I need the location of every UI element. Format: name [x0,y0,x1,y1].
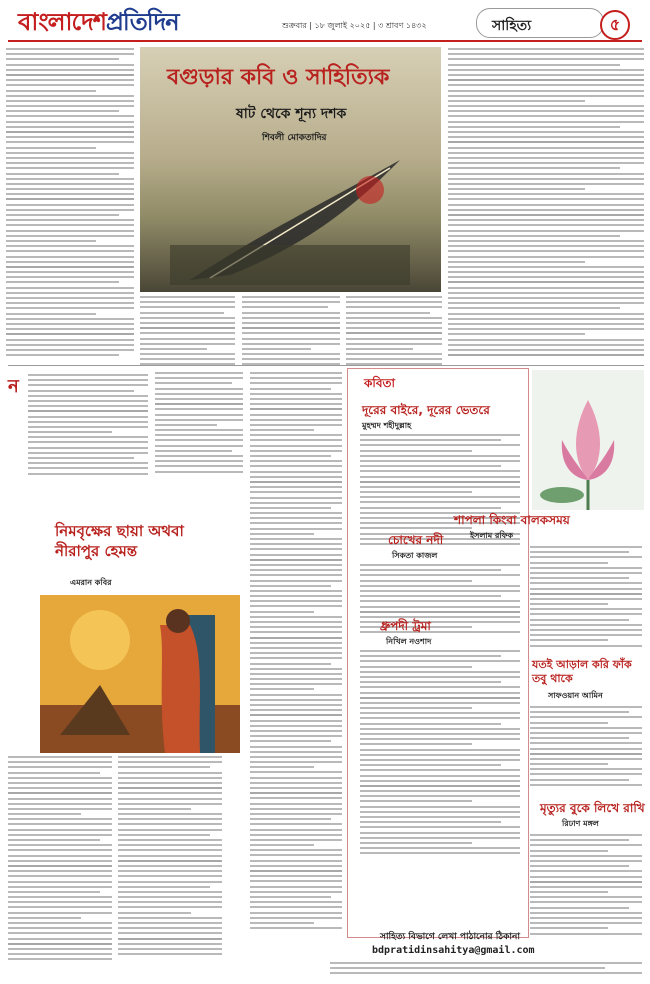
poem-body [360,650,520,858]
dateline: শুক্রবার | ১৮ জুলাই ২০২৫ | ৩ শ্রাবণ ১৪৩২ [282,21,427,30]
story-title-line2: নীরাপুর হেমন্ত [55,542,138,560]
poem-author: সিকতা কাজল [392,550,438,560]
page-number-badge: ৫ [600,10,630,40]
story-text-col1-top [28,374,148,478]
poem-body [530,546,642,650]
poem-title: চোখের নদী [388,533,444,547]
poem-title: দূরের বাইরে, দূরের ভেতরে [362,403,490,417]
poetry-label: কবিতা [364,376,395,390]
poem-body [530,706,642,789]
logo-part2: প্রতিদিন [105,8,179,36]
lead-text-col1 [140,296,235,369]
left-column-text [6,48,134,359]
lead-title: বগুড়ার কবি ও সাহিত্যিক [167,65,390,90]
story-illustration [40,595,240,753]
poem-title: ধ্রুপদী ট্রমা [380,619,431,633]
story-text-col2 [118,756,222,958]
section-label: সাহিত্য [492,18,532,34]
poem-title: শাপলা কিংবা বালকসময় [454,513,570,527]
lead-text-col3 [346,296,442,369]
poem-title: যতই আড়াল করি ফাঁক তবু থাকে [532,658,632,685]
story-title [55,521,184,561]
poem-title: মৃত্যুর বুকে লিখে রাখি [540,801,645,815]
story-dropcap: ন [8,376,19,397]
lead-author: শিবলী মোকতাদির [262,133,327,143]
right-column-text [448,48,644,359]
quill-artwork [170,150,410,285]
submission-email[interactable]: bdpratidinsahitya@gmail.com [372,945,535,956]
footer-fineprint [330,962,642,978]
lotus-artwork [532,370,644,510]
story-text-col3 [250,372,342,932]
lead-subtitle: ষাট থেকে শূন্য দশক [236,106,347,122]
story-text-col1 [8,756,112,964]
poem-author: রিঢাণ মঙ্গল [562,818,599,828]
logo-part1: বাংলাদেশ [18,8,106,36]
masthead-rule [8,40,642,42]
poem-author: মুহম্মদ শহীদুল্লাহ [362,420,412,430]
story-text-col2-top [155,372,243,476]
section-divider [8,365,644,366]
poem-author: নিখিল নওশাদ [386,636,432,646]
poem-author: সাফওয়ান আমিন [548,690,603,700]
submission-heading: সাহিত্য বিভাগে লেখা পাঠানোর ঠিকানা [380,932,521,942]
poem-author: ইসলাম রফিক [470,530,514,540]
poem-body [530,834,642,938]
story-author: এমরান কবির [70,577,112,587]
story-title-line1: নিমবৃক্ষের ছায়া অথবা [55,522,184,540]
lead-text-col2 [242,296,340,369]
newspaper-logo[interactable] [18,4,179,44]
